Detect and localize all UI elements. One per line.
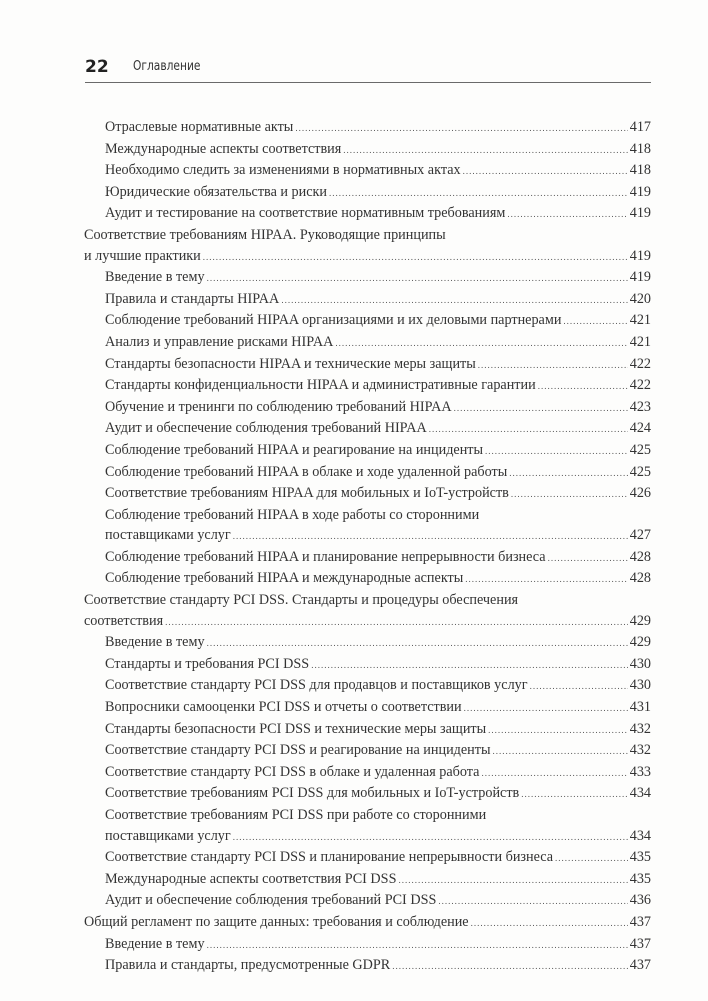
toc-entry[interactable]: [84, 890, 651, 912]
toc-entry[interactable]: [84, 547, 651, 569]
toc-entry[interactable]: [84, 590, 651, 632]
toc-entry[interactable]: [84, 675, 651, 697]
dot-leader: [203, 247, 628, 268]
toc-entry-title: Соответствие требованиям HIPAA для мобильных и IoT-устройств: [105, 485, 509, 502]
toc-entry-page: 424: [629, 420, 651, 437]
toc-entry[interactable]: [84, 160, 651, 182]
toc-entry-title: Аудит и обеспечение соблюдения требований PCI DSS: [105, 892, 437, 909]
toc-entry[interactable]: [84, 654, 651, 676]
toc-entry-page: 418: [629, 162, 651, 179]
toc-entry[interactable]: [84, 375, 651, 397]
toc-entry-page: 427: [629, 527, 651, 544]
dot-leader: [530, 676, 628, 697]
dot-leader: [493, 741, 628, 762]
toc-entry-title: Введение в тему: [105, 935, 205, 952]
dot-leader: [485, 441, 628, 462]
toc-entry-title: соответствия: [84, 612, 164, 629]
toc-entry-page: 421: [629, 333, 651, 350]
toc-entry[interactable]: [84, 462, 651, 484]
toc-entry[interactable]: [84, 719, 651, 741]
toc-entry-page: 437: [629, 913, 651, 930]
toc-entry-title: Соблюдение требований HIPAA и международные аспекты: [105, 570, 464, 587]
toc-entry-title: Стандарты конфиденциальности HIPAA и административные гарантии: [105, 377, 536, 394]
toc-entry-page: 429: [629, 634, 651, 651]
dot-leader: [488, 720, 628, 741]
toc-entry-page: 432: [629, 742, 651, 759]
toc-entry-title: поставщиками услуг: [105, 527, 231, 544]
toc-entry-page: 422: [629, 377, 651, 394]
toc-entry-title: Соблюдение требований HIPAA и реагирование на инциденты: [105, 441, 484, 458]
dot-leader: [335, 333, 627, 354]
toc-entry-page: 419: [629, 183, 651, 200]
dot-leader: [563, 311, 627, 332]
toc-entry-page: 423: [629, 398, 651, 415]
toc-entry-title-line: Соответствие стандарту PCI DSS. Стандарты и процедуры обеспечения: [84, 592, 519, 609]
toc-entry-title: Необходимо следить за изменениями в нормативных актах: [105, 162, 461, 179]
toc-entry-title: Соблюдение требований HIPAA в облаке и ходе удаленной работы: [105, 463, 508, 480]
toc-entry[interactable]: [84, 289, 651, 311]
toc-entry-title: Введение в тему: [105, 634, 205, 651]
toc-entry-title: Соответствие стандарту PCI DSS и реагирование на инциденты: [105, 742, 491, 759]
table-of-contents: [84, 117, 651, 977]
toc-entry-page: 422: [629, 355, 651, 372]
toc-entry-page: 434: [629, 827, 651, 844]
toc-entry-title: Анализ и управление рисками HIPAA: [105, 333, 334, 350]
toc-entry-title: Аудит и тестирование на соответствие нормативным требованиям: [105, 205, 506, 222]
running-header: [85, 56, 651, 83]
toc-entry-page: 421: [629, 312, 651, 329]
toc-entry-title: Соответствие стандарту PCI DSS для продавцов и поставщиков услуг: [105, 677, 528, 694]
toc-entry-page: 425: [629, 463, 651, 480]
toc-entry-page: 428: [629, 570, 651, 587]
toc-entry-title: Аудит и обеспечение соблюдения требований HIPAA: [105, 420, 427, 437]
toc-entry-title: Соблюдение требований HIPAA и планирование непрерывности бизнеса: [105, 548, 546, 565]
toc-entry-page: 437: [629, 935, 651, 952]
toc-entry-title: Правила и стандарты, предусмотренные GDPR: [105, 957, 391, 974]
dot-leader: [233, 526, 628, 547]
toc-entry-page: 428: [629, 548, 651, 565]
toc-entry[interactable]: [84, 912, 651, 934]
toc-entry[interactable]: [84, 117, 651, 139]
toc-entry-title: Международные аспекты соответствия: [105, 140, 342, 157]
dot-leader: [454, 398, 628, 419]
dot-leader: [478, 355, 628, 376]
dot-leader: [507, 204, 627, 225]
dot-leader: [392, 956, 627, 977]
toc-entry[interactable]: [84, 847, 651, 869]
dot-leader: [438, 891, 627, 912]
dot-leader: [521, 784, 627, 805]
toc-entry[interactable]: [84, 397, 651, 419]
toc-entry-title-line: Соответствие требованиям PCI DSS при работе со сторонними: [105, 807, 487, 823]
toc-entry-title: Соблюдение требований HIPAA организациями и их деловыми партнерами: [105, 312, 562, 329]
toc-entry-title: и лучшие практики: [84, 247, 201, 264]
dot-leader: [281, 290, 627, 311]
dot-leader: [464, 698, 628, 719]
toc-entry-title: Введение в тему: [105, 269, 205, 286]
dot-leader: [207, 633, 628, 654]
toc-entry-page: 418: [629, 140, 651, 157]
toc-entry-title-line: Соблюдение требований HIPAA в ходе работы со сторонними: [105, 506, 480, 523]
toc-entry[interactable]: [84, 354, 651, 376]
toc-entry-title: Правила и стандарты HIPAA: [105, 290, 280, 307]
toc-entry[interactable]: [84, 225, 651, 267]
toc-entry-title: Стандарты и требования PCI DSS: [105, 655, 310, 672]
toc-entry[interactable]: [84, 934, 651, 956]
toc-entry-page: 431: [629, 699, 651, 716]
dot-leader: [463, 161, 628, 182]
toc-entry[interactable]: [84, 697, 651, 719]
dot-leader: [429, 419, 628, 440]
toc-entry[interactable]: [84, 568, 651, 590]
dot-leader: [481, 763, 627, 784]
toc-entry-page: 425: [629, 441, 651, 458]
dot-leader: [295, 118, 627, 139]
dot-leader: [343, 140, 627, 161]
toc-entry-page: 419: [629, 205, 651, 222]
toc-entry[interactable]: [84, 955, 651, 977]
toc-entry-page: 435: [629, 849, 651, 866]
toc-entry-title: Обучение и тренинги по соблюдению требований HIPAA: [105, 398, 452, 415]
dot-leader: [555, 848, 628, 869]
dot-leader: [233, 827, 628, 848]
toc-entry-title: Отраслевые нормативные акты: [105, 119, 294, 135]
toc-entry-page: 435: [629, 870, 651, 887]
toc-entry[interactable]: [84, 483, 651, 505]
running-section-title: Оглавление: [133, 59, 201, 74]
toc-entry[interactable]: [84, 182, 651, 204]
toc-entry[interactable]: [84, 632, 651, 654]
toc-entry-page: 432: [629, 720, 651, 737]
toc-entry[interactable]: [84, 869, 651, 891]
dot-leader: [471, 913, 628, 934]
toc-entry-page: 426: [629, 485, 651, 502]
dot-leader: [509, 463, 627, 484]
toc-entry[interactable]: [84, 418, 651, 440]
toc-entry-title: Международные аспекты соответствия PCI DSS: [105, 870, 397, 887]
dot-leader: [398, 870, 627, 891]
toc-entry[interactable]: [84, 505, 651, 547]
toc-entry-page: 420: [629, 290, 651, 307]
toc-entry-page: 436: [629, 892, 651, 909]
toc-entry-page: 437: [629, 957, 651, 974]
toc-entry[interactable]: [84, 740, 651, 762]
toc-entry[interactable]: [84, 203, 651, 225]
toc-entry[interactable]: [84, 783, 651, 805]
toc-entry-page: 419: [629, 247, 651, 264]
toc-entry-title-line: Соответствие требованиям HIPAA. Руководящие принципы: [84, 226, 446, 243]
toc-entry-page: 433: [629, 763, 651, 780]
toc-entry-title: Соответствие стандарту PCI DSS в облаке и удаленная работа: [105, 763, 480, 780]
toc-entry-title: Стандарты безопасности HIPAA и технические меры защиты: [105, 355, 476, 372]
toc-entry[interactable]: [84, 805, 651, 847]
toc-entry-title: Соответствие требованиям PCI DSS для мобильных и IoT-устройств: [105, 785, 520, 802]
toc-entry-title: поставщиками услуг: [105, 827, 231, 844]
page-number: 22: [85, 57, 109, 77]
dot-leader: [548, 548, 628, 569]
dot-leader: [511, 484, 628, 505]
toc-entry-title: Стандарты безопасности PCI DSS и технические меры защиты: [105, 720, 487, 737]
toc-entry-title: Общий регламент по защите данных: требования и соблюдение: [84, 913, 469, 930]
toc-entry[interactable]: [84, 139, 651, 161]
toc-entry[interactable]: [84, 267, 651, 289]
toc-entry[interactable]: [84, 332, 651, 354]
dot-leader: [329, 183, 628, 204]
toc-entry-page: 419: [629, 269, 651, 286]
toc-entry-title: Юридические обязательства и риски: [105, 183, 328, 200]
dot-leader: [165, 612, 628, 633]
toc-entry-page: 429: [629, 612, 651, 629]
toc-entry-page: 430: [629, 677, 651, 694]
toc-entry-title: Соответствие стандарту PCI DSS и планирование непрерывности бизнеса: [105, 849, 554, 866]
toc-entry[interactable]: [84, 762, 651, 784]
dot-leader: [207, 268, 628, 289]
toc-entry[interactable]: [84, 440, 651, 462]
toc-entry-page: 417: [629, 119, 651, 135]
dot-leader: [311, 655, 628, 676]
toc-entry-page: 434: [629, 785, 651, 802]
dot-leader: [465, 569, 627, 590]
dot-leader: [538, 376, 628, 397]
dot-leader: [207, 935, 628, 956]
toc-entry-page: 430: [629, 655, 651, 672]
toc-entry-title: Вопросники самооценки PCI DSS и отчеты о соответствии: [105, 699, 462, 716]
toc-entry[interactable]: [84, 310, 651, 332]
